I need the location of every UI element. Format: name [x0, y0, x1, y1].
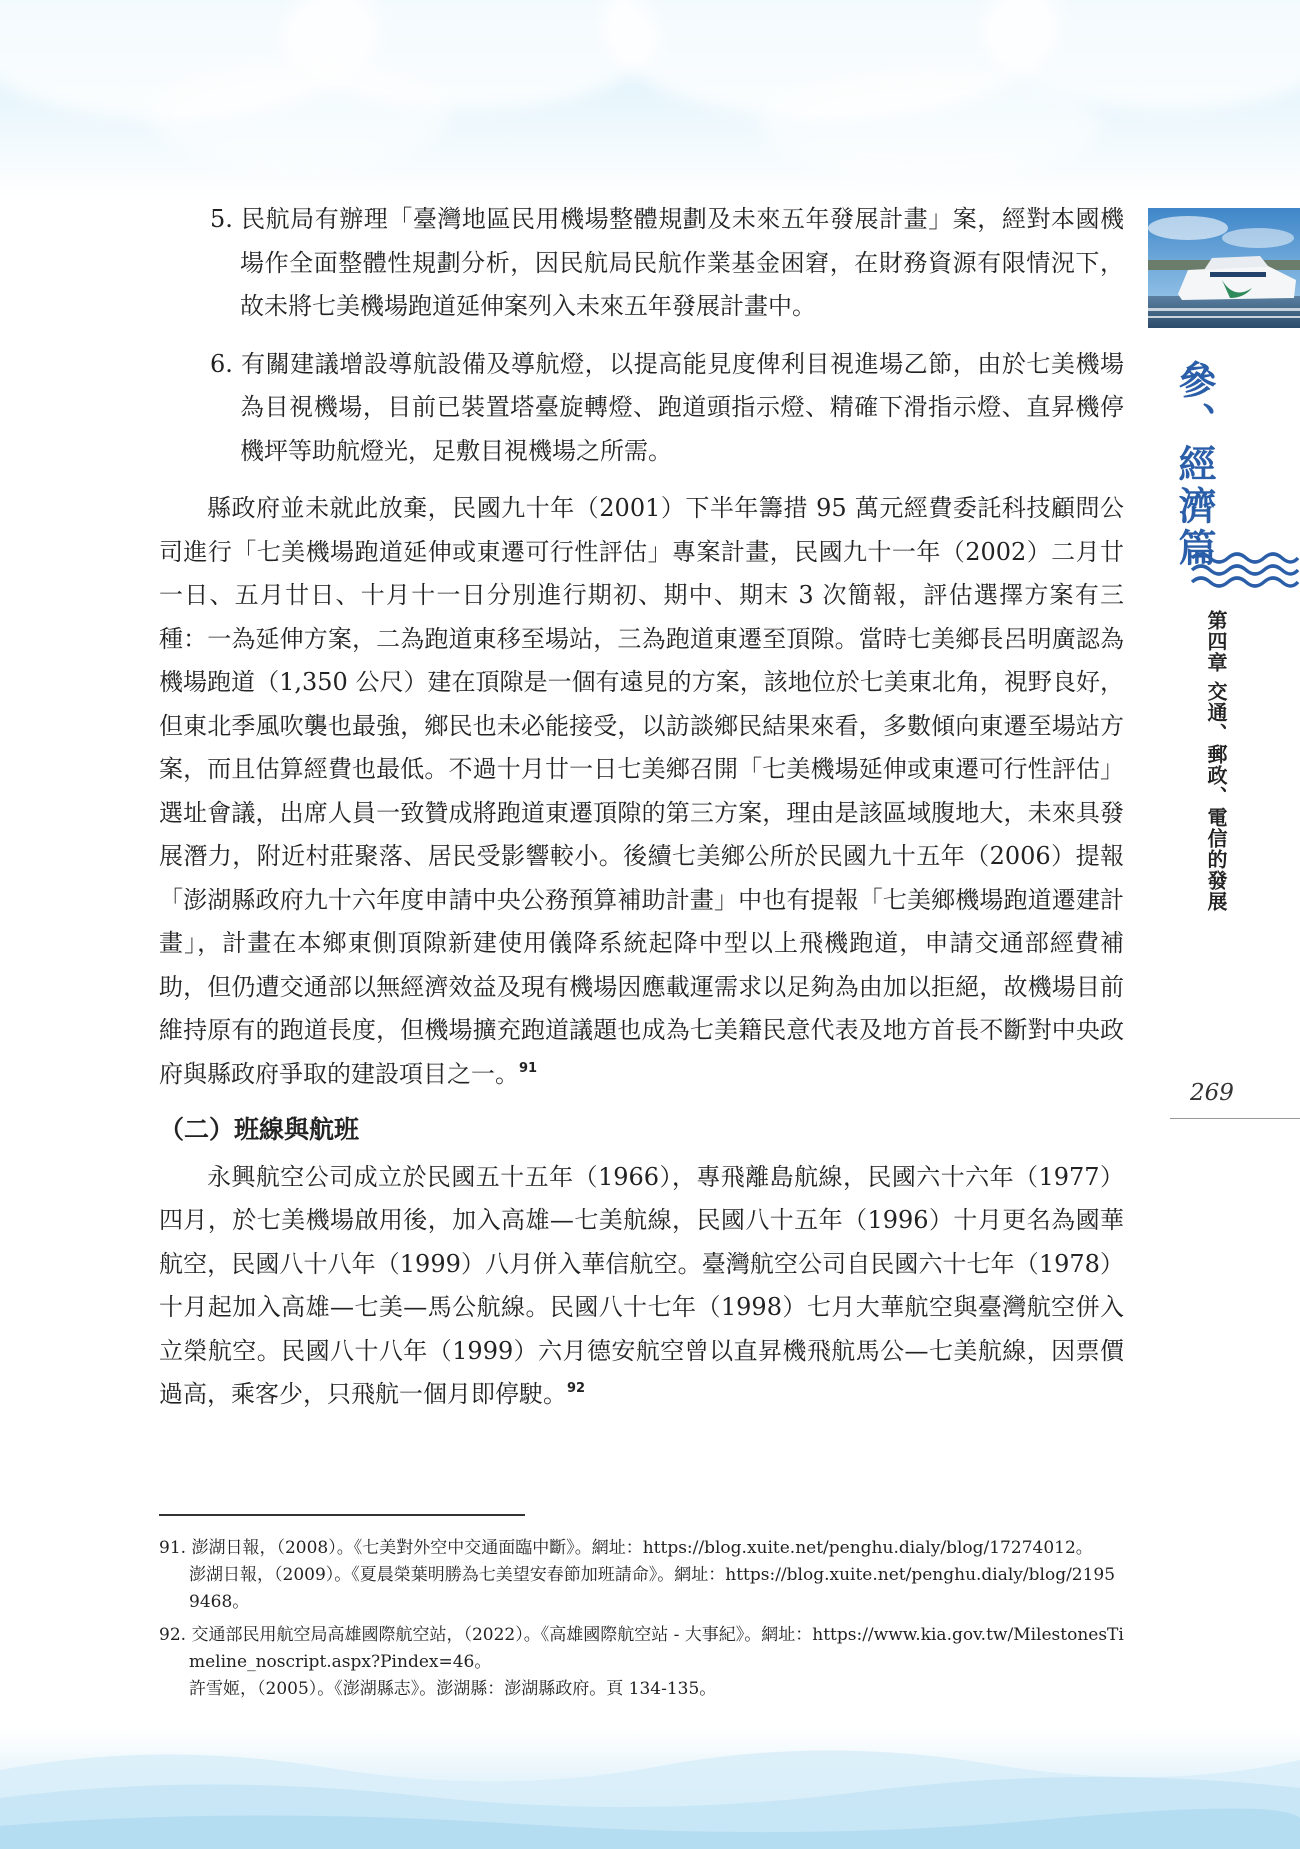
section-heading: （二）班線與航班: [159, 1115, 360, 1144]
footnotes: [159, 1535, 1124, 1709]
paragraph-runway-relocation: [159, 487, 1124, 1096]
list-item-5: 5. 民航局有辦理「臺灣地區民用機場整體規劃及未來五年發展計畫」案，經對本國機場作全面整體性規劃分析，因民航局民航作業基金困窘，在財務資源有限情況下，故未將七美機場跑道延伸案列入未來五年發展計畫中。: [210, 205, 1124, 320]
footnote-91-line-1: 91. 澎湖日報，（2008）。《七美對外空中交通面臨中斷》。網址：https://blog.xuite.net/penghu.dialy/blog/17274012。: [159, 1538, 1093, 1558]
footer-wave-background: [0, 1730, 1300, 1849]
wave-divider-icon: [1190, 550, 1300, 594]
paragraph-1-text: 縣政府並未就此放棄，民國九十年（2001）下半年籌措 95 萬元經費委託科技顧問公司進行「七美機場跑道延伸或東遷可行性評估」專案計畫，民國九十一年（2002）二月廿一日、五月廿日、十月十一日分別進行期初、期中、期末 3 次簡報，評估選擇方案有三種：一為延伸方案，二為跑道東移至場站，三為跑道東遷至頂隙。當時七美鄉長呂明廣認為機場跑道（1,350 公尺）建在頂隙是一個有遠見的方案，該地位於七美東北角，視野良好，但東北季風吹襲也最強，鄉民也未必能接受，以訪談鄉民結果來看，多數傾向東遷至場站方案，而且估算經費也最低。不過十月廿一日七美鄉召開「七美機場延伸或東遷可行性評估」選址會議，出席人員一致贊成將跑道東遷頂隙的第三方案，理由是該區域腹地大，未來具發展潛力，附近村莊聚落、居民受影響較小。後續七美鄉公所於民國九十五年（2006）提報「澎湖縣政府九十六年度申請中央公務預算補助計畫」中也有提報「七美鄉機場跑道遷建計畫」，計畫在本鄉東側頂隙新建使用儀降系統起降中型以上飛機跑道，申請交通部經費補助，但仍遭交通部以無經濟效益及現有機場因應載運需求以足夠為由加以拒絕，故機場目前維持原有的跑道長度，但機場擴充跑道議題也成為七美籍民意代表及地方首長不斷對中央政府與縣政府爭取的建設項目之一。: [159, 494, 1124, 1088]
list-item-6: 6. 有關建議增設導航設備及導航燈，以提高能見度俾利目視進場乙節，由於七美機場為目視機場，目前已裝置塔臺旋轉燈、跑道頭指示燈、精確下滑指示燈、直昇機停機坪等助航燈光，足敷目視機場之所需。: [210, 349, 1124, 465]
page-number-rule: [1170, 1118, 1300, 1119]
header-sky-background: [0, 0, 1300, 200]
paragraph-airlines: [159, 1156, 1124, 1417]
paragraph-2-text: 永興航空公司成立於民國五十五年（1966），專飛離島航線，民國六十六年（1977）四月，於七美機場啟用後，加入高雄—七美航線，民國八十五年（1996）十月更名為國華航空，民國八十八年（1999）八月併入華信航空。臺灣航空公司自民國六十七年（1978）十月起加入高雄—七美—馬公航線。民國八十七年（1998）七月大華航空與臺灣航空併入立榮航空。民國八十八年（1999）六月德安航空曾以直昇機飛航馬公—七美航線，因票價過高，乘客少，只飛航一個月即停駛。: [159, 1162, 1124, 1408]
footnote-91-line-2: 澎湖日報，（2009）。《夏晨榮葉明勝為七美望安春節加班請命》。網址：https://blog.xuite.net/penghu.dialy/blog/21959468。: [189, 1565, 1116, 1612]
footnote-divider: [159, 1514, 525, 1516]
footnote-92: [159, 1622, 1124, 1703]
chapter-title: 第四章 交通、郵政、電信的發展: [1204, 610, 1228, 912]
part-title: 參、經濟篇: [1172, 360, 1217, 570]
footnote-91: [159, 1535, 1124, 1616]
ferry-photo: [1148, 208, 1300, 328]
footnote-ref-92[interactable]: 92: [567, 1381, 586, 1396]
footnote-92-line-1: 92. 交通部民用航空局高雄國際航空站，（2022）。《高雄國際航空站 - 大事紀》。網址：https://www.kia.gov.tw/MilestonesTimeline_noscript.aspx?Pindex=46。: [159, 1625, 1124, 1672]
footnote-ref-91[interactable]: 91: [519, 1060, 538, 1076]
footnote-92-line-2: 許雪姬，（2005）。《澎湖縣志》。澎湖縣：澎湖縣政府。頁 134-135。: [189, 1679, 717, 1699]
main-content: [159, 198, 1124, 1417]
page-number: 269: [1190, 1080, 1234, 1106]
